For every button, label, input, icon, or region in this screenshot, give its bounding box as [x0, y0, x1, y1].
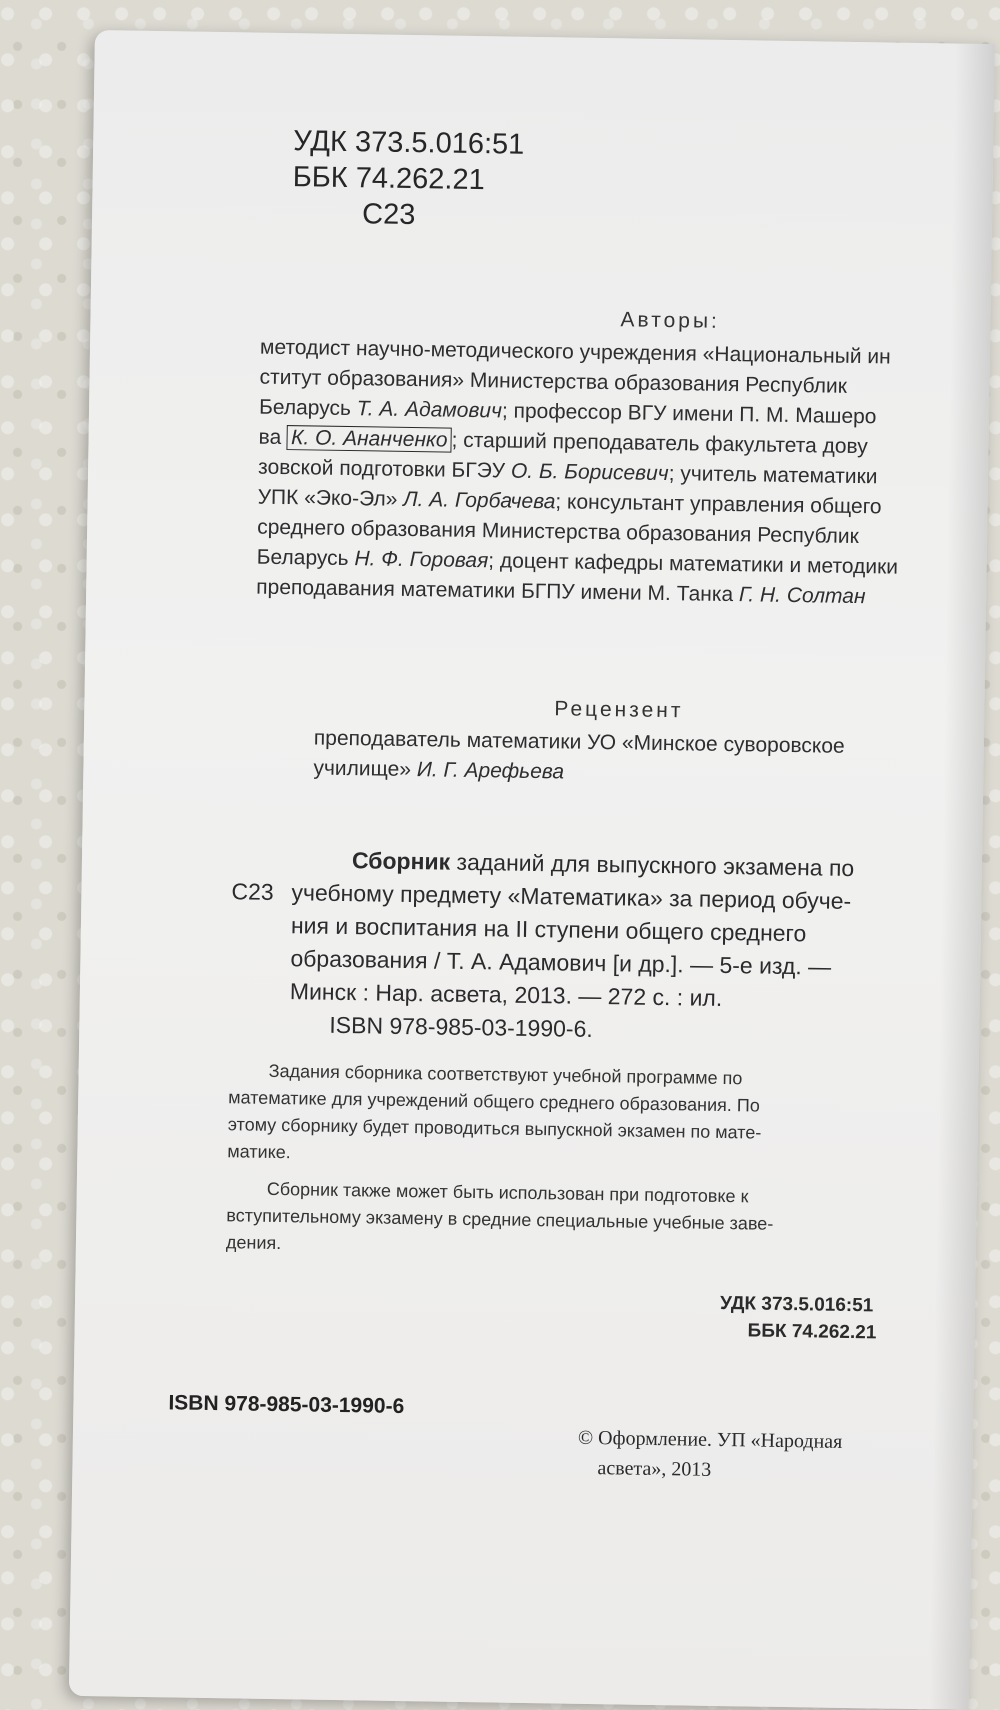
annotation-line: этому сборнику будет проводиться выпускной экзамен по мате- — [227, 1114, 762, 1143]
catalog-title: Сборник — [351, 847, 451, 875]
book-page — [69, 30, 995, 1710]
catalog-code: С23 — [231, 878, 274, 905]
authors-line: Беларусь Н. Ф. Горовая; доцент кафедры математики и методики — [256, 545, 899, 579]
catalog-isbn: ISBN 978-985-03-1990-6. — [329, 1011, 593, 1042]
authors-heading: Авторы: — [620, 308, 721, 333]
copyright-line: © Оформление. УП «Народная — [577, 1426, 843, 1453]
authors-line: УПК «Эко-Эл» Л. А. Горбачева; консультант управления общего — [257, 485, 882, 519]
authors-line: зовской подготовки БГЭУ О. Б. Борисевич; учитель математики — [257, 455, 878, 489]
annotation-line: дения. — [225, 1232, 282, 1254]
annotation-line: математике для учреждений общего среднего образования. По — [228, 1087, 760, 1116]
authors-line: ва К. О. Ананченко ; старший преподаватель факультета дову — [258, 425, 868, 459]
copyright-line: асвета», 2013 — [597, 1457, 712, 1481]
author-name: Т. А. Адамович — [356, 397, 503, 423]
author-name: Л. А. Горбачева — [403, 487, 556, 514]
annotation-line: Задания сборника соответствуют учебной программе по — [268, 1060, 743, 1089]
authors-line: среднего образования Министерства образования Республик — [257, 515, 860, 549]
classification-codes-top — [292, 123, 525, 235]
reviewer-paragraph — [313, 724, 845, 792]
annotation-line: матике. — [227, 1141, 291, 1163]
catalog-record — [229, 842, 992, 1052]
udk-code: УДК 373.5.016:51 — [293, 125, 525, 161]
author-name: Г. Н. Солтан — [738, 583, 866, 609]
copyright-notice — [577, 1423, 842, 1487]
udk-code: УДК 373.5.016:51 — [719, 1292, 874, 1317]
bbk-code: ББК 74.262.21 — [292, 161, 485, 197]
classification-codes-bottom — [719, 1290, 877, 1346]
catalog-line: С23 учебному предмету «Математика» за период обуче- — [231, 875, 991, 920]
authors-paragraph — [256, 333, 1000, 615]
author-name-boxed: К. О. Ананченко — [287, 425, 452, 453]
author-mark: С23 — [361, 198, 416, 232]
author-name: Н. Ф. Горовая — [354, 547, 489, 573]
isbn-number: ISBN 978-985-03-1990-6 — [168, 1391, 405, 1419]
reviewer-name: И. Г. Арефьева — [416, 758, 565, 784]
catalog-line: Минск : Нар. асвета, 2013. — 272 с. : ил. — [289, 978, 723, 1011]
annotation — [226, 1057, 989, 1268]
authors-line: Беларусь Т. А. Адамович; профессор ВГУ имени П. М. Машеро — [258, 395, 877, 429]
annotation-line: Сборник также может быть использован при подготовке к — [266, 1178, 749, 1207]
authors-line: преподавания математики БГПУ имени М. Танка Г. Н. Солтан — [256, 575, 866, 609]
catalog-line: ния и воспитания на II ступени общего среднего — [290, 912, 807, 947]
bbk-code: ББК 74.262.21 — [747, 1320, 877, 1344]
author-name: О. Б. Борисевич — [510, 459, 669, 486]
reviewer-line: преподаватель математики УО «Минское суворовское — [313, 726, 845, 758]
reviewer-line: училище» И. Г. Арефьева — [313, 756, 565, 784]
catalog-line: Сборник заданий для выпускного экзамена по — [351, 847, 855, 882]
authors-line: методист научно-методического учреждения «Национальный ин — [259, 335, 891, 369]
reviewer-heading: Рецензент — [554, 697, 684, 723]
authors-line: ститут образования» Министерства образования Республик — [259, 365, 848, 398]
catalog-line: образования / Т. А. Адамович [и др.]. — 5-е изд. — — [290, 945, 832, 980]
annotation-line: вступительному экзамену в средние специальные учебные заве- — [226, 1205, 774, 1234]
